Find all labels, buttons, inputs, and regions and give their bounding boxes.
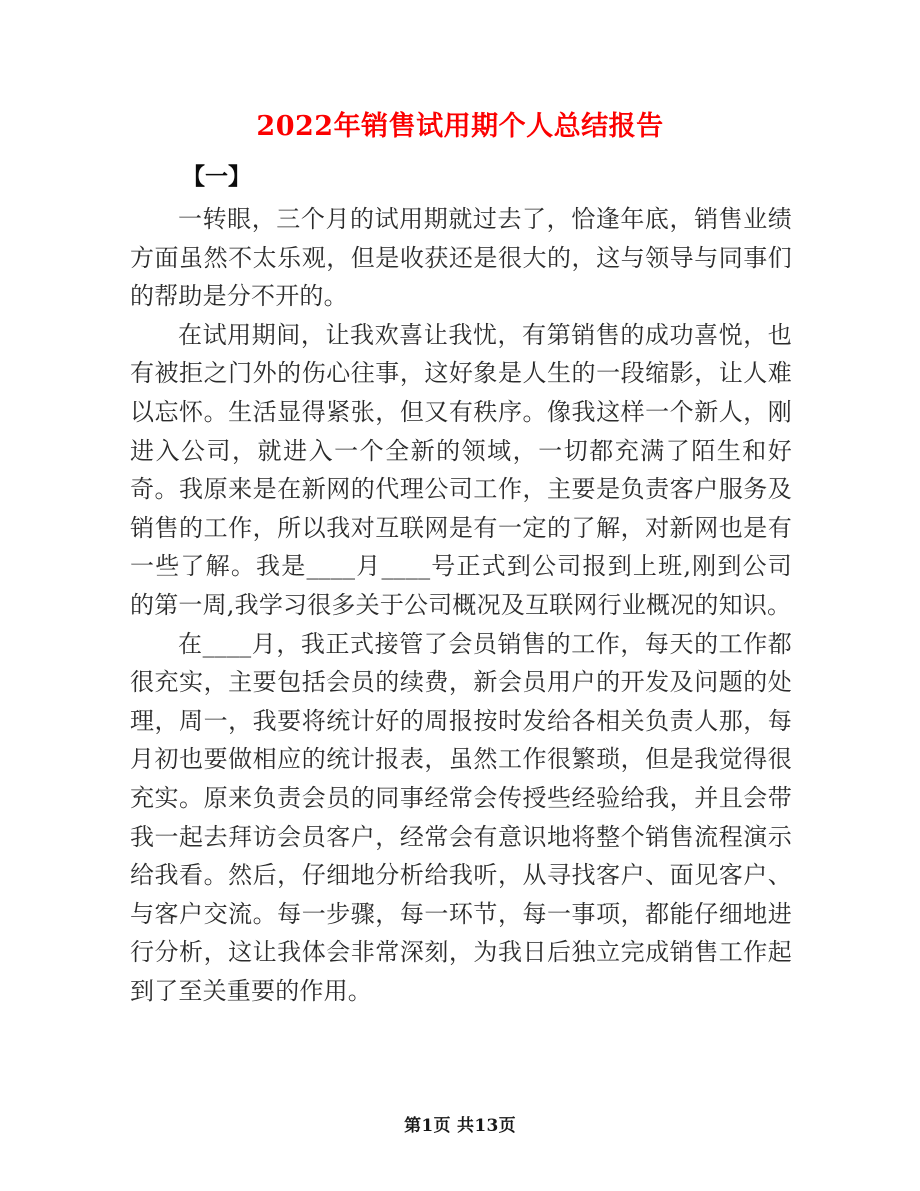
body-paragraph-2: 在试用期间，让我欢喜让我忧，有第销售的成功喜悦，也有被拒之门外的伤心往事，这好象是人生的一段缩影，让人难以忘怀。生活显得紧张，但又有秩序。像我这样一个新人，刚进入公司，就进入一个全新的领域，一切都充满了陌生和好奇。我原来是在新网的代理公司工作，主要是负责客户服务及销售的工作，所以我对互联网是有一定的了解，对新网也是有一些了解。我是____月____号正式到公司报到上班,刚到公司的第一周,我学习很多关于公司概况及互联网行业概况的知识。	[130, 320, 792, 619]
body-paragraph-3: 在____月，我正式接管了会员销售的工作，每天的工作都很充实，主要包括会员的续费，新会员用户的开发及问题的处理，周一，我要将统计好的周报按时发给各相关负责人那，每月初也要做相应的统计报表，虽然工作很繁琐，但是我觉得很充实。原来负责会员的同事经常会传授些经验给我，并且会带我一起去拜访会员客户，经常会有意识地将整个销售流程演示给我看。然后，仔细地分析给我听，从寻找客户、面见客户、与客户交流。每一步骤，每一环节，每一事项，都能仔细地进行分析，这让我体会非常深刻，为我日后独立完成销售工作起到了至关重要的作用。	[130, 629, 792, 1005]
document-body	[130, 158, 792, 1010]
section-marker: 【一】	[182, 164, 251, 190]
page-footer: 第1页 共13页	[404, 1116, 516, 1136]
body-paragraph-1: 一转眼，三个月的试用期就过去了，恰逢年底，销售业绩方面虽然不太乐观，但是收获还是很大的，这与领导与同事们的帮助是分不开的。	[130, 205, 792, 311]
page-title: 2022年销售试用期个人总结报告	[256, 111, 664, 142]
